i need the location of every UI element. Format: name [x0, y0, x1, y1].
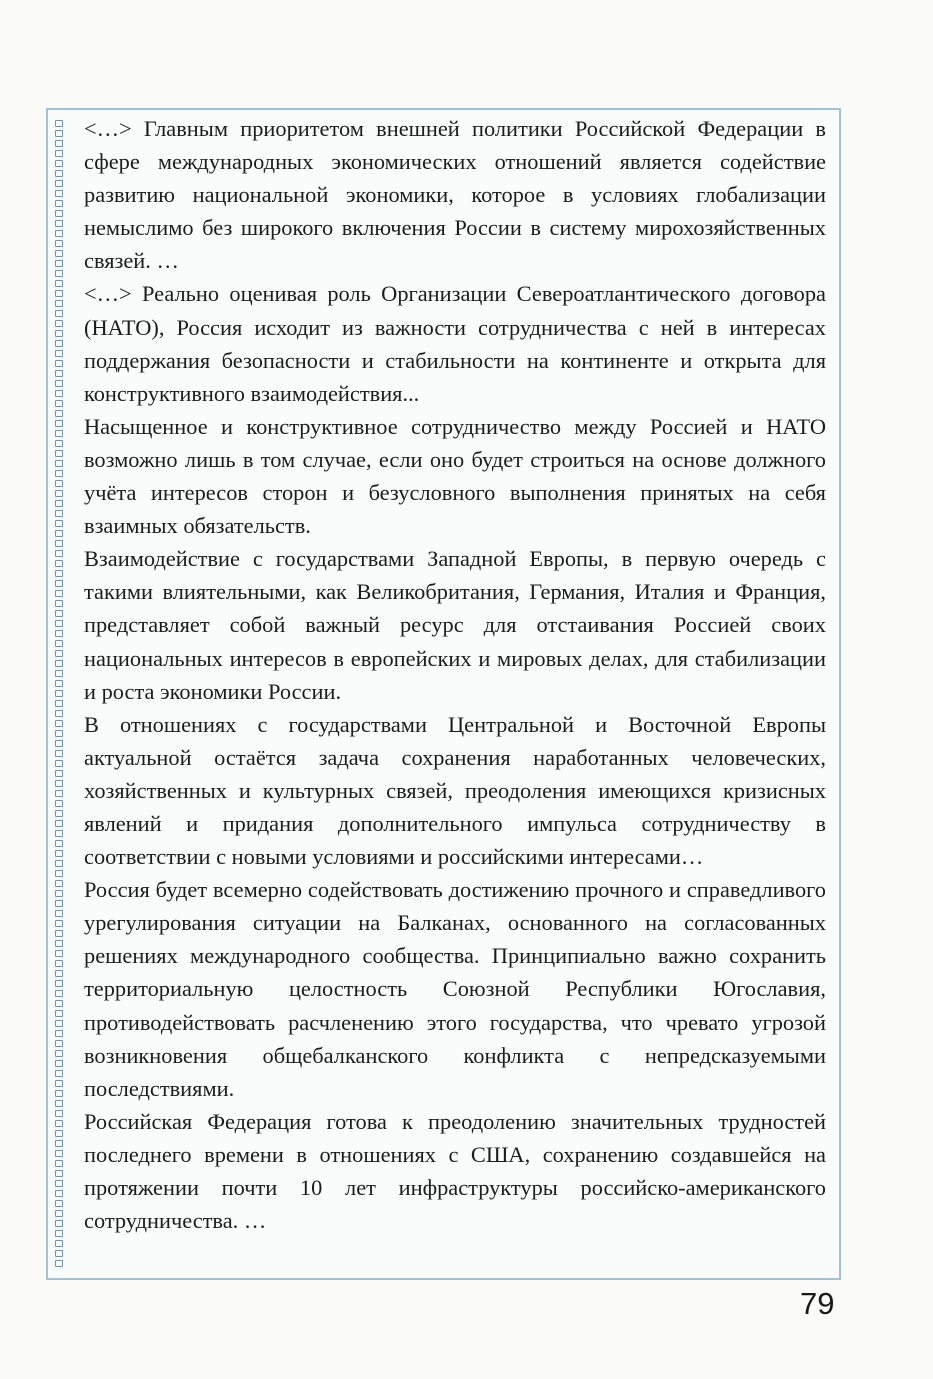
decorative-square-icon: [55, 310, 63, 317]
decorative-square-icon: [55, 620, 63, 627]
page-number: 79: [800, 1286, 835, 1321]
decorative-square-icon: [55, 250, 63, 257]
decorative-square-icon: [55, 1200, 63, 1207]
decorative-square-icon: [55, 1260, 63, 1267]
decorative-square-icon: [55, 170, 63, 177]
decorative-square-icon: [55, 1250, 63, 1257]
decorative-square-icon: [55, 1100, 63, 1107]
paragraph-nato-role: <…> Реально оценивая роль Организации Североатлантического договора (НАТО), Россия исходит из важности сотрудничества с ней в интересах поддержания безопасности и стабильности на континенте и открыта для конструктивного взаимодействия...: [84, 281, 826, 406]
decorative-square-icon: [55, 1150, 63, 1157]
decorative-square-icon: [55, 640, 63, 647]
decorative-square-icon: [55, 130, 63, 137]
decorative-square-icon: [55, 890, 63, 897]
decorative-square-icon: [55, 900, 63, 907]
decorative-square-icon: [55, 790, 63, 797]
decorative-square-icon: [55, 1170, 63, 1177]
decorative-square-icon: [55, 1020, 63, 1027]
decorative-square-icon: [55, 140, 63, 147]
decorative-square-icon: [55, 670, 63, 677]
decorative-square-icon: [55, 450, 63, 457]
decorative-square-icon: [55, 780, 63, 787]
decorative-square-icon: [55, 470, 63, 477]
decorative-square-icon: [55, 210, 63, 217]
decorative-square-icon: [55, 420, 63, 427]
decorative-square-icon: [55, 180, 63, 187]
decorative-square-icon: [55, 490, 63, 497]
decorative-square-icon: [55, 950, 63, 957]
decorative-square-icon: [55, 680, 63, 687]
decorative-square-icon: [55, 1080, 63, 1087]
decorative-square-icon: [55, 390, 63, 397]
decorative-square-icon: [55, 190, 63, 197]
decorative-square-icon: [55, 930, 63, 937]
decorative-square-icon: [55, 360, 63, 367]
decorative-square-icon: [55, 1120, 63, 1127]
decorative-square-icon: [55, 940, 63, 947]
decorative-square-icon: [55, 520, 63, 527]
decorative-square-icon: [55, 150, 63, 157]
decorative-square-icon: [55, 400, 63, 407]
decorative-square-icon: [55, 1050, 63, 1057]
decorative-square-icon: [55, 720, 63, 727]
decorative-square-icon: [55, 1000, 63, 1007]
decorative-square-icon: [55, 330, 63, 337]
decorative-square-icon: [55, 970, 63, 977]
decorative-square-icon: [55, 320, 63, 327]
decorative-square-icon: [55, 290, 63, 297]
decorative-square-icon: [55, 270, 63, 277]
decorative-square-icon: [55, 810, 63, 817]
decorative-square-icon: [55, 370, 63, 377]
decorative-square-icon: [55, 510, 63, 517]
decorative-square-icon: [55, 700, 63, 707]
decorative-square-icon: [55, 800, 63, 807]
paragraph-usa: Российская Федерация готова к преодолению значительных трудностей последнего времени в отношениях с США, сохранению создавшейся на протяжении почти 10 лет инфраструктуры российско-американского сотрудничества. …: [84, 1108, 826, 1234]
decorative-square-icon: [55, 120, 63, 127]
decorative-square-icon: [55, 1130, 63, 1137]
decorative-square-icon: [55, 300, 63, 307]
decorative-square-icon: [55, 880, 63, 887]
paragraph-nato-cooperation: Насыщенное и конструктивное сотрудничество между Россией и НАТО возможно лишь в том случае, если оно будет строиться на основе должного учёта интересов сторон и безусловного выполнения принятых на себя взаимных обязательств.: [84, 413, 826, 539]
paragraph-western-europe: Взаимодействие с государствами Западной Европы, в первую очередь с такими влиятельными, как Великобритания, Германия, Италия и Франция, представляет собой важный ресурс для отстаивания Россией своих национальных интересов в европейских и мировых делах, для стабилизации и роста экономики России.: [84, 546, 826, 704]
decorative-square-icon: [55, 260, 63, 267]
decorative-square-icon: [55, 850, 63, 857]
decorative-square-icon: [55, 630, 63, 637]
decorative-square-icon: [55, 1030, 63, 1037]
decorative-square-icon: [55, 230, 63, 237]
decorative-square-icon: [55, 160, 63, 167]
decorative-square-icon: [55, 990, 63, 997]
decorative-square-icon: [55, 460, 63, 467]
decorative-square-icon: [55, 1070, 63, 1077]
decorative-square-icon: [55, 770, 63, 777]
decorative-square-icon: [55, 480, 63, 487]
decorative-square-icon: [55, 1160, 63, 1167]
paragraph-economic-priority: <…> Главным приоритетом внешней политики Российской Федерации в сфере международных экономических отношений является содействие развитию национальной экономики, которое в условиях глобализации немыслимо без широкого включения России в систему мирохозяйственных связей. …: [84, 116, 826, 274]
decorative-square-icon: [55, 530, 63, 537]
decorative-square-icon: [55, 350, 63, 357]
decorative-square-icon: [55, 1110, 63, 1117]
paragraph-balkans: Россия будет всемерно содействовать достижению прочного и справедливого урегулирования ситуации на Балканах, основанного на согласованных решениях международного сообщества. Принципиально важно сохранить территориальную целостность Союзной Республики Югославия, противодействовать расчленению этого государства, что чревато угрозой возникновения общебалканского конфликта с непредсказуемыми последствиями.: [84, 877, 826, 1101]
decorative-square-icon: [55, 1090, 63, 1097]
decorative-square-icon: [55, 1190, 63, 1197]
decorative-square-icon: [55, 600, 63, 607]
decorative-square-icon: [55, 550, 63, 557]
decorative-square-icon: [55, 560, 63, 567]
decorative-square-icon: [55, 500, 63, 507]
decorative-square-icon: [55, 410, 63, 417]
decorative-square-icon: [55, 750, 63, 757]
decorative-square-icon: [55, 690, 63, 697]
decorative-square-icon: [55, 200, 63, 207]
decorative-square-icon: [55, 610, 63, 617]
decorative-square-icon: [55, 820, 63, 827]
decorative-square-icon: [55, 440, 63, 447]
decorative-square-icon: [55, 580, 63, 587]
decorative-square-icon: [55, 870, 63, 877]
decorative-square-icon: [55, 1140, 63, 1147]
decorative-square-icon: [55, 1060, 63, 1067]
decorative-square-icon: [55, 380, 63, 387]
decorative-square-icon: [55, 840, 63, 847]
decorative-square-icon: [55, 1220, 63, 1227]
decorative-square-icon: [55, 980, 63, 987]
decorative-square-icon: [55, 760, 63, 767]
decorative-square-icon: [55, 240, 63, 247]
decorative-square-icon: [55, 830, 63, 837]
decorative-square-icon: [55, 920, 63, 927]
decorative-square-icon: [55, 1180, 63, 1187]
decorative-square-icon: [55, 1240, 63, 1247]
decorative-square-icon: [55, 660, 63, 667]
decorative-square-icon: [55, 1230, 63, 1237]
paragraph-central-eastern-europe: В отношениях с государствами Центральной и Восточной Европы актуальной остаётся задача сохранения наработанных человеческих, хозяйственных и культурных связей, преодоления имеющихся кризисных явлений и придания дополнительного импульса сотрудничеству в соответствии с новыми условиями и российскими интересами…: [84, 711, 826, 870]
decorative-square-icon: [55, 540, 63, 547]
decorative-square-icon: [55, 730, 63, 737]
decorative-square-icon: [55, 860, 63, 867]
decorative-square-icon: [55, 710, 63, 717]
decorative-square-icon: [55, 570, 63, 577]
decorative-square-icon: [55, 910, 63, 917]
decorative-square-icon: [55, 1210, 63, 1217]
decorative-square-icon: [55, 960, 63, 967]
decorative-square-icon: [55, 280, 63, 287]
decorative-square-icon: [55, 430, 63, 437]
decorative-square-icon: [55, 1010, 63, 1017]
decorative-square-icon: [55, 220, 63, 227]
decorative-square-icon: [55, 1040, 63, 1047]
decorative-square-icon: [55, 740, 63, 747]
decorative-square-icon: [55, 590, 63, 597]
document-excerpt: [84, 112, 826, 1237]
decorative-square-icon: [55, 650, 63, 657]
decorative-marker-strip: [52, 120, 66, 1270]
decorative-square-icon: [55, 340, 63, 347]
